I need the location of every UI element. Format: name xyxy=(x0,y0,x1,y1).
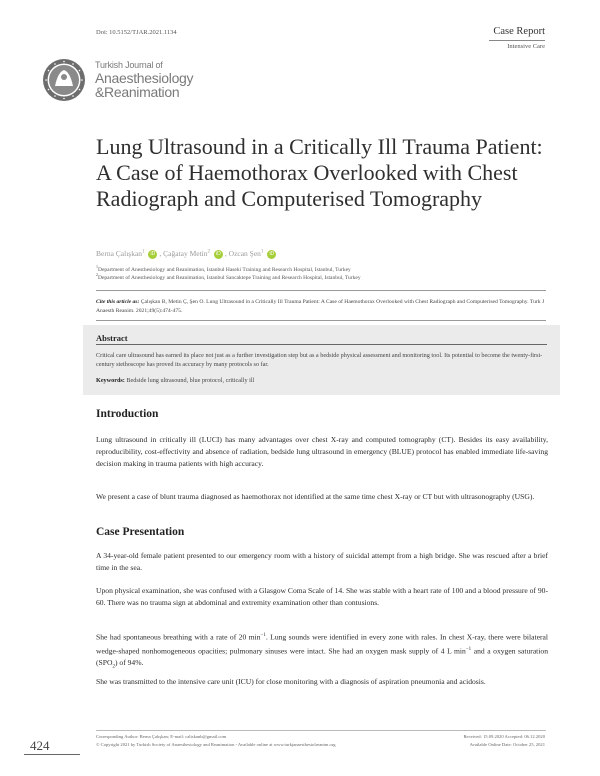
keywords-text: Bedside lung ultrasound, blue protocol, critically ill xyxy=(126,377,255,384)
received-date: Received: 15.09.2020 Accepted: 06.12.2020 xyxy=(463,734,545,739)
author-name[interactable]: Ozcan Şen xyxy=(228,249,261,258)
article-type: Case Report xyxy=(493,26,545,37)
case-text: . Lung sounds were identified in every zone with rales. In chest X-ray, there were bilateral wedge-shaped nonhomogeneous opacities; pulmonary sinuses were intact. She had an oxygen mask supply of 4 L min xyxy=(96,632,548,656)
journal-name-line1: Turkish Journal of xyxy=(95,60,163,70)
author-affiliation-mark: 2 xyxy=(207,249,211,255)
citation-label: Cite this article as: xyxy=(96,299,140,305)
affiliation-text: Department of Anesthesiology and Reanimation, Istanbul Sancaktepe Training and Research Hospital, Istanbul, Turkey xyxy=(98,274,361,281)
abstract-text: Critical care ultrasound has earned its place not just as a further investigation step but as a bedside physical assessment and monitoring tool. Its potential to become the twenty-first-century stethoscope has proved its accuracy by many protocols so far. xyxy=(96,352,543,368)
citation-divider-top xyxy=(96,290,546,291)
abstract-heading: Abstract xyxy=(96,333,128,343)
affiliation-mark: 2 xyxy=(96,272,98,277)
case-text: ) of 94%. xyxy=(114,658,144,668)
page-number-rule xyxy=(24,754,80,755)
copyright: © Copyright 2021 by Turkish Society of Anaesthesiology and Reanimation - Available online at www.turkjanaesthesiolreanim.org xyxy=(96,742,336,747)
introduction-paragraph: Lung ultrasound in critically ill (LUCI) has many advantages over chest X-ray and computed tomography (CT). Besides its easy availability, reproducibility, cost-effectivity and absence of radiation, bedside lung ultrasound in emergency (BLUE) protocol has enabled immediate life-saving decision making in trauma patients with high accuracy. xyxy=(96,435,548,468)
introduction-paragraph: We present a case of blunt trauma diagnosed as haemothorax not identified at the same time chest X-ray or CT but with ultrasonography (USG). xyxy=(96,492,535,501)
affiliation xyxy=(96,272,361,281)
doi: Doi: 10.5152/TJAR.2021.1134 xyxy=(96,29,177,36)
abstract-divider xyxy=(96,344,547,345)
page-number: 424 xyxy=(30,738,50,753)
online-date: Available Online Date: October 25, 2021 xyxy=(469,742,545,747)
corresponding-author: Corresponding Author: Berna Çalışkan; E-mail: caliskanb@gmail.com xyxy=(96,734,227,739)
citation-divider-bottom xyxy=(96,320,546,321)
header-divider xyxy=(489,40,545,41)
section-label: Intensive Care xyxy=(507,43,545,50)
affiliation-mark: 1 xyxy=(96,264,98,269)
citation xyxy=(96,298,548,316)
case-paragraph xyxy=(96,630,548,674)
keywords xyxy=(96,377,548,384)
orcid-icon[interactable]: iD xyxy=(214,250,223,259)
author-name[interactable]: Berna Çalışkan xyxy=(96,249,143,258)
author-affiliation-mark: 1 xyxy=(142,249,145,255)
journal-name-line3: &Reanimation xyxy=(95,84,180,100)
case-paragraph: A 34-year-old female patient presented to our emergency room with a history of suicidal attempt from a high bridge. She was rescued after a brief time in the sea. xyxy=(96,551,548,572)
case-presentation-heading: Case Presentation xyxy=(96,526,185,538)
unit-exponent: −1 xyxy=(260,633,266,638)
keywords-label: Keywords: xyxy=(96,377,125,384)
case-paragraph: She was transmitted to the intensive care unit (ICU) for close monitoring with a diagnosis of aspiration pneumonia and acidosis. xyxy=(96,677,486,686)
author-affiliation-mark: 1 xyxy=(260,249,264,255)
journal-seal-icon xyxy=(42,58,86,102)
case-text: and a oxygen saturation (SPO xyxy=(96,646,548,668)
author-name[interactable]: Çağatay Metin xyxy=(163,249,208,258)
author-list: Berna Çalışkan$^1$ iD , Çağatay Metin$^2$ iD , Ozcan Şen$^1$ iD xyxy=(96,249,278,259)
journal-name xyxy=(95,61,193,99)
affiliation-text: Department of Anesthesiology and Reanimation, Istanbul Haseki Training and Research Hospital, Istanbul, Turkey xyxy=(98,266,351,273)
case-paragraph: Upon physical examination, she was confused with a Glasgow Coma Scale of 14. She was stable with a heart rate of 100 and a blood pressure of 90-60. There was no trauma sign at abdominal and extremity examination other than contusions. xyxy=(96,586,548,607)
case-text: She had spontaneous breathing with a rate of 20 min xyxy=(96,632,261,642)
journal-name-line2: Anaesthesiology xyxy=(95,70,194,86)
unit-exponent: −1 xyxy=(465,646,472,652)
article-title: Lung Ultrasound in a Critically Ill Trauma Patient: A Case of Haemothorax Overlooked with Chest Radiograph and Computerised Tomography xyxy=(96,134,543,211)
orcid-icon[interactable]: iD xyxy=(148,250,157,259)
footer-divider xyxy=(96,730,546,731)
citation-text: Çalışkan B, Metin Ç, Şen O. Lung Ultrasound in a Critically Ill Trauma Patient: A Case of Haemothorax Overlooked with Chest Radiograph and Computerised Tomography. Turk J Anaesth Reanim. 2021;49(5):474-475. xyxy=(96,299,545,314)
subscript: 2 xyxy=(112,664,115,670)
introduction-heading: Introduction xyxy=(96,408,159,420)
orcid-icon[interactable]: iD xyxy=(267,250,276,259)
